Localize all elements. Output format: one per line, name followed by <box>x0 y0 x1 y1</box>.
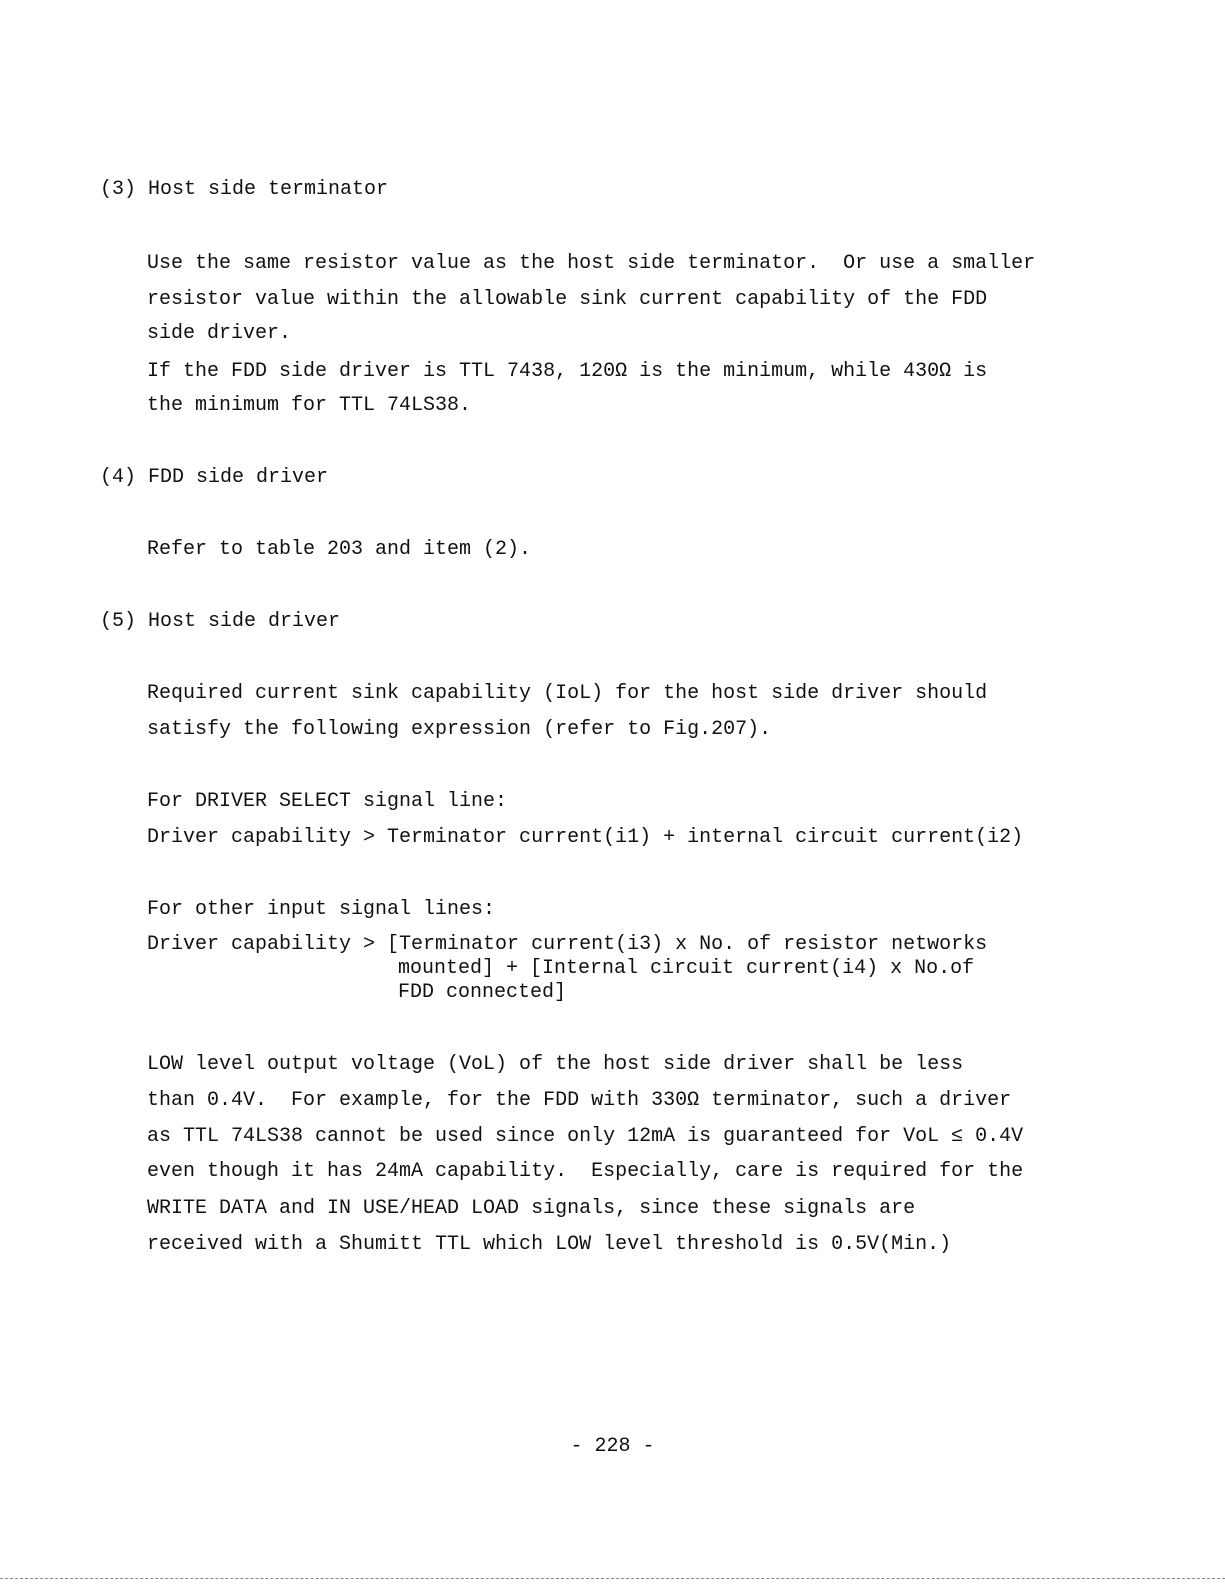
section-4-line-1: Refer to table 203 and item (2). <box>147 538 532 561</box>
other-inputs-label: For other input signal lines: <box>147 898 496 921</box>
section-3-line-1: Use the same resistor value as the host side terminator. Or use a smaller <box>147 252 1036 275</box>
low-level-line-6: received with a Shumitt TTL which LOW level threshold is 0.5V(Min.) <box>147 1233 952 1256</box>
low-level-line-1: LOW level output voltage (VoL) of the host side driver shall be less <box>147 1053 964 1076</box>
driver-select-label: For DRIVER SELECT signal line: <box>147 790 508 813</box>
other-inputs-formula-3: FDD connected] <box>398 981 567 1004</box>
low-level-line-5: WRITE DATA and IN USE/HEAD LOAD signals, since these signals are <box>147 1197 916 1220</box>
low-level-line-4: even though it has 24mA capability. Especially, care is required for the <box>147 1160 1024 1183</box>
page-number: - 228 - <box>570 1435 655 1458</box>
section-3-line-3: side driver. <box>147 322 292 345</box>
section-3-heading: (3) Host side terminator <box>100 178 389 201</box>
other-inputs-formula-2: mounted] + [Internal circuit current(i4) x No.of <box>398 957 975 980</box>
section-4-heading: (4) FDD side driver <box>100 466 329 489</box>
section-5-line-2: satisfy the following expression (refer to Fig.207). <box>147 718 772 741</box>
section-5-heading: (5) Host side driver <box>100 610 341 633</box>
page-bottom-edge <box>0 1578 1225 1580</box>
section-3-line-4: If the FDD side driver is TTL 7438, 120Ω is the minimum, while 430Ω is <box>147 360 988 383</box>
other-inputs-formula-1: Driver capability > [Terminator current(i3) x No. of resistor networks <box>147 933 988 956</box>
section-3-line-5: the minimum for TTL 74LS38. <box>147 394 472 417</box>
section-3-line-2: resistor value within the allowable sink current capability of the FDD <box>147 288 988 311</box>
driver-select-formula: Driver capability > Terminator current(i1) + internal circuit current(i2) <box>147 826 1024 849</box>
section-5-line-1: Required current sink capability (IoL) for the host side driver should <box>147 682 988 705</box>
low-level-line-3: as TTL 74LS38 cannot be used since only 12mA is guaranteed for VoL ≤ 0.4V <box>147 1125 1024 1148</box>
low-level-line-2: than 0.4V. For example, for the FDD with 330Ω terminator, such a driver <box>147 1089 1012 1112</box>
